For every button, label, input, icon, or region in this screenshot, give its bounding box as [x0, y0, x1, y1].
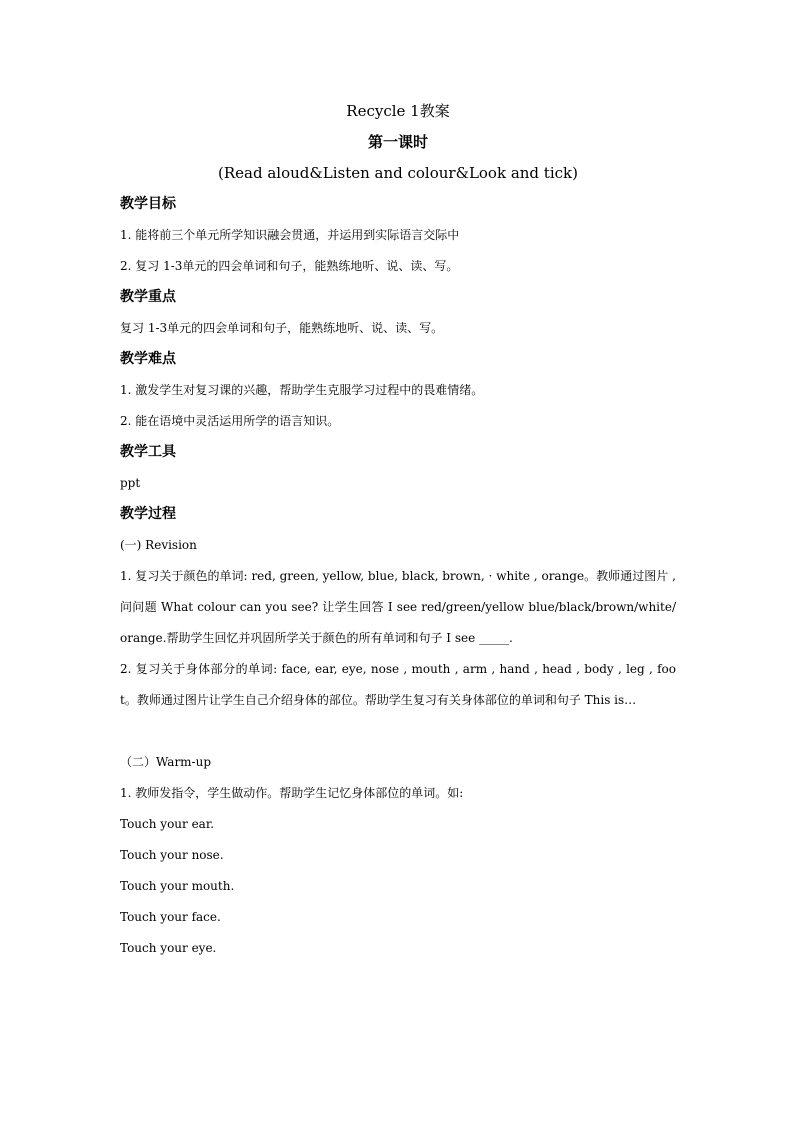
- revision-label: (一) Revision: [120, 538, 197, 552]
- revision-item-body-parts: 2. 复习关于身体部分的单词: face, ear, eye, nose , mouth , arm , hand , head , body , leg , foot。教师通过图片让学生自己介绍身体的部位。帮助学生复习有关身体部位的单词和句子 This is…: [120, 662, 676, 707]
- warmup-label: （二）Warm-up: [120, 755, 212, 769]
- document-title: Recycle 1教案: [346, 102, 450, 120]
- lesson-period-title: 第一课时: [367, 133, 428, 151]
- revision-item-colours: 1. 复习关于颜色的单词: red, green, yellow, blue, black, brown, · white , orange。教师通过图片 , 问问题 What colour can you see? 让学生回答 I see red/green/yellow blue/black/brown/white/orange.帮助学生回忆并巩固所学关于颜色的所有单词和句子 I see _____.: [120, 569, 676, 645]
- command-line: Touch your mouth.: [120, 879, 235, 893]
- key-points-heading: 教学重点: [120, 289, 176, 305]
- objective-item-1: 1. 能将前三个单元所学知识融会贯通，并运用到实际语言交际中: [120, 228, 460, 242]
- process-heading: 教学过程: [120, 506, 176, 522]
- difficulty-item-1: 1. 激发学生对复习课的兴趣，帮助学生克服学习过程中的畏难情绪。: [120, 383, 484, 397]
- command-line: Touch your nose.: [120, 848, 224, 862]
- warmup-item-1: 1. 教师发指令，学生做动作。帮助学生记忆身体部位的单词。如:: [120, 786, 464, 800]
- key-points-text: 复习 1-3单元的四会单词和句子，能熟练地听、说、读、写。: [120, 321, 444, 335]
- difficulties-heading: 教学难点: [120, 351, 176, 367]
- lesson-plan-body: [120, 96, 676, 964]
- objective-item-2: 2. 复习 1-3单元的四会单词和句子，能熟练地听、说、读、写。: [120, 259, 459, 273]
- command-line: Touch your face.: [120, 910, 221, 924]
- command-line: Touch your eye.: [120, 941, 217, 955]
- tools-text: ppt: [120, 476, 141, 490]
- command-line: Touch your ear.: [120, 817, 215, 831]
- paragraph-gap: [120, 716, 676, 747]
- difficulty-item-2: 2. 能在语境中灵活运用所学的语言知识。: [120, 414, 340, 428]
- objectives-heading: 教学目标: [120, 196, 176, 212]
- activities-subtitle: (Read aloud&Listen and colour&Look and tick): [218, 164, 578, 182]
- tools-heading: 教学工具: [120, 444, 176, 460]
